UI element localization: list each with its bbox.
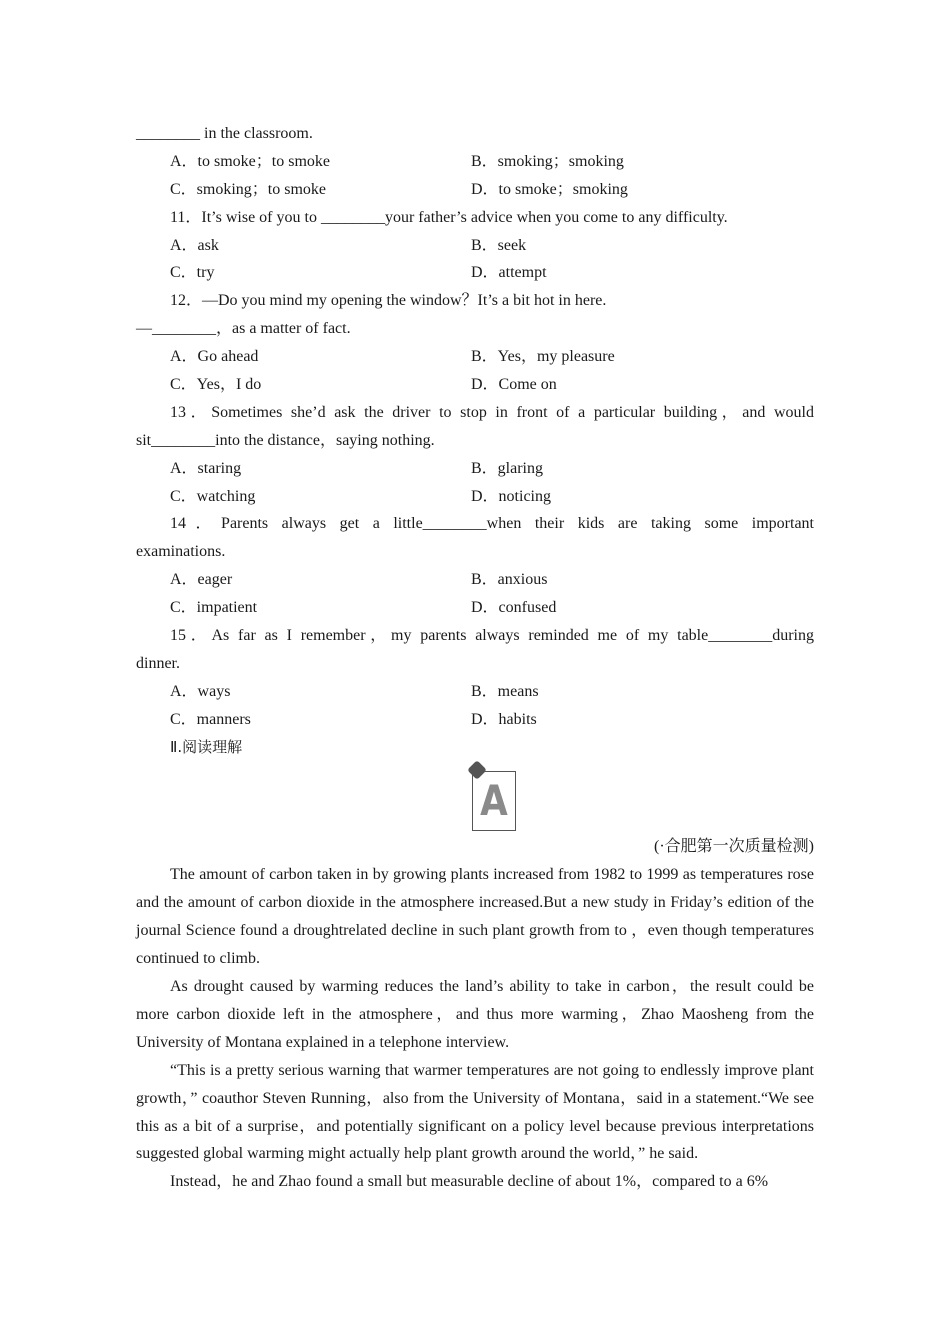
q13-option-a: A．staring [170, 459, 242, 477]
q15-option-b: B．means [471, 682, 539, 700]
q10-options-ab [136, 148, 814, 176]
q15-stem-line2: dinner. [136, 654, 180, 672]
q13-options-cd [136, 483, 814, 511]
q15-option-d: D．habits [471, 710, 537, 728]
passage-letter-box [472, 771, 516, 831]
q11-stem: 11．It’s wise of you to ________your father’s advice when you come to any difficulty. [170, 208, 728, 226]
q11-option-b: B．seek [471, 236, 527, 254]
q13-stem-line2: sit________into the distance，saying nothing. [136, 431, 435, 449]
document-page [136, 120, 814, 1196]
passage-a-logo [136, 761, 814, 833]
reading-passage [136, 861, 814, 1196]
q12-option-d: D．Come on [471, 376, 557, 394]
passage-paragraph-4: Instead，he and Zhao found a small but measurable decline of about 1%，compared to a 6% [170, 1173, 769, 1191]
q10-option-b: B．smoking；smoking [471, 152, 624, 170]
q11-option-c: C．try [170, 264, 215, 282]
q14-option-c: C．impatient [170, 599, 258, 617]
q12-options-cd [136, 371, 814, 399]
q14-options-cd [136, 594, 814, 622]
section-heading: Ⅱ.阅读理解 [170, 737, 243, 756]
q12-option-b: B．Yes，my pleasure [471, 348, 615, 366]
q12-stem: 12．—Do you mind my opening the window？It’s a bit hot in here. [170, 292, 607, 310]
q13-option-b: B．glaring [471, 459, 543, 477]
q10-option-c: C．smoking；to smoke [170, 180, 327, 198]
q10-option-d: D．to smoke；smoking [471, 180, 628, 198]
q11-options-cd [136, 259, 814, 287]
q12-options-ab [136, 343, 814, 371]
passage-paragraph-2: As drought caused by warming reduces the land’s ability to take in carbon，the result could be more carbon dioxide left in the atmosphere，and thus more warming，Zhao Maosheng from the University of Montana explained in a telephone interview. [136, 978, 814, 1051]
q15-options-cd [136, 706, 814, 734]
q14-option-d: D．confused [471, 599, 557, 617]
passage-paragraph-1: The amount of carbon taken in by growing plants increased from 1982 to 1999 as temperatures rose and the amount of carbon dioxide in the atmosphere increased.But a new study in Friday’s edition of the journal Science found a droughtrelated decline in such plant growth from to ，even though temperatures continued to climb. [136, 866, 815, 968]
q10-options-cd [136, 176, 814, 204]
q12-option-c: C．Yes，I do [170, 376, 262, 394]
passage-source: (·合肥第一次质量检测) [654, 838, 814, 856]
q14-option-a: A．eager [170, 571, 233, 589]
q12-reply: —________，as a matter of fact. [136, 320, 351, 338]
q15-option-a: A．ways [170, 682, 231, 700]
q13-option-d: D．noticing [471, 487, 551, 505]
q15-option-c: C．manners [170, 710, 251, 728]
q15-options-ab [136, 678, 814, 706]
q14-stem-line2: examinations. [136, 543, 226, 561]
q14-option-b: B．anxious [471, 571, 548, 589]
q12-option-a: A．Go ahead [170, 348, 259, 366]
q13-options-ab [136, 455, 814, 483]
q11-option-a: A．ask [170, 236, 219, 254]
q13-stem-line1: 13．Sometimes she’d ask the driver to stop in front of a particular building，and would [170, 403, 814, 421]
q10-option-a: A．to smoke；to smoke [170, 152, 330, 170]
passage-paragraph-3: “This is a pretty serious warning that warmer temperatures are not going to endlessly improve plant growth，” coauthor Steven Running，also from the University of Montana，said in a statement.“We see this as a bit of a surprise，and potentially significant on a policy level because previous interpretations suggested global warming might actually help plant growth around the world，” he said. [136, 1061, 814, 1163]
q10-stem-tail: ________ in the classroom. [136, 125, 313, 142]
q13-option-c: C．watching [170, 487, 256, 505]
q14-options-ab [136, 566, 814, 594]
q11-options-ab [136, 232, 814, 260]
q14-stem-line1: 14．Parents always get a little________when their kids are taking some important [170, 515, 814, 533]
q15-stem-line1: 15．As far as I remember，my parents always reminded me of my table________during [170, 627, 814, 645]
passage-letter: A [480, 776, 508, 826]
q11-option-d: D．attempt [471, 264, 547, 282]
